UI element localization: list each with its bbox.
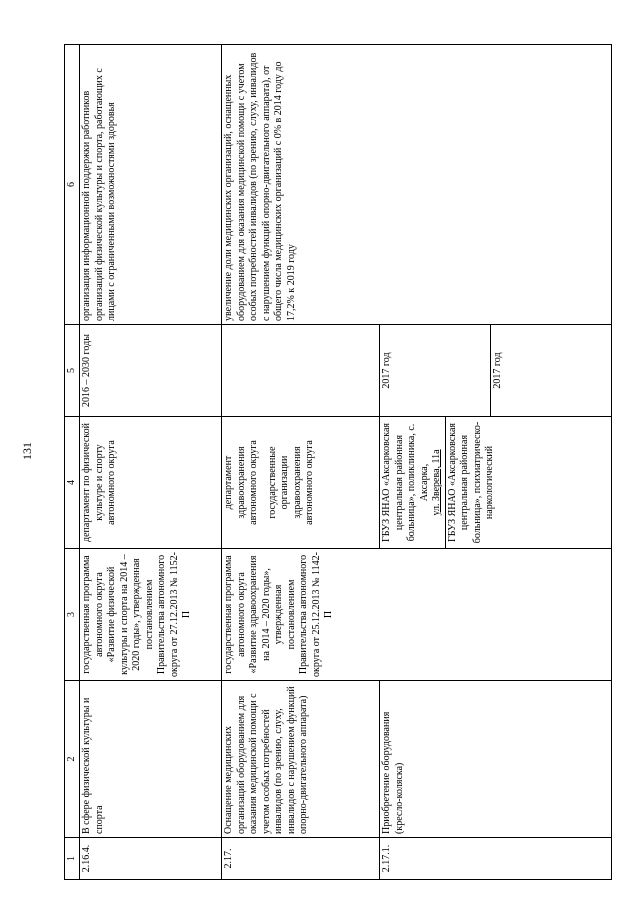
row-number: 2.17. (222, 838, 380, 880)
period-narcology: 2017 год (490, 325, 601, 416)
measure-name: Приобретение оборудования (кресло-коляска) (380, 681, 612, 838)
program-cell: государственная программа автономного округа «Развитие физической культуры и спорта на 2014 – 2020 годы», утвержденная постановлением Правительства автономного округа от 27.12.2013 № 1152-П (80, 549, 222, 681)
executor-cell (380, 417, 612, 549)
table-row (222, 45, 380, 880)
header-col-1: 1 (65, 838, 80, 880)
result-cell: увеличение доли медицинских организаций, оснащенных оборудованием для оказания медицинской помощи с учетом особых потребностей инвалидов (по зрению, слуху, инвалидов с нарушением функций опорно-двигательного аппарата), от общего числа медицинских организаций с 0% в 2014 году до 17,2% к 2019 году (222, 45, 612, 325)
measure-name: В сфере физической культуры и спорта (80, 681, 222, 838)
period-cell (380, 325, 612, 417)
header-row (65, 45, 80, 880)
header-col-3: 3 (65, 549, 80, 681)
period-cell (222, 325, 380, 417)
header-col-6: 6 (65, 45, 80, 325)
result-cell: организация информационной поддержки работников организаций физической культуры и спорта, работающих с лицами с ограниченными возможностями здоровья (80, 45, 222, 325)
executor-cell: департамент по физической культуре и спорту автономного округа (80, 417, 222, 549)
header-col-5: 5 (65, 325, 80, 417)
row-number: 2.16.4. (80, 838, 222, 880)
header-col-2: 2 (65, 681, 80, 838)
page-number: 131 (20, 442, 34, 460)
executor-department: департамент здравоохранения автономного округа (223, 440, 259, 525)
rotated-table-sheet (64, 45, 612, 880)
program-cell: государственная программа автономного округа «Развитие здравоохранения на 2014 – 2020 годы», утвержденная постановлением Правительства автономного округа от 25.12.2013 № 1142-П (222, 549, 612, 681)
measures-table (64, 44, 612, 880)
measure-name: Оснащение медицинских организаций оборудованием для оказания медицинской помощи с учетом особых потребностей инвалидов (по зрению, слуху, инвалидов с нарушением функций опорно-двигательного аппарата) (222, 681, 380, 838)
row-number: 2.17.1. (380, 838, 612, 880)
header-col-4: 4 (65, 417, 80, 549)
table-row (80, 45, 222, 880)
period-cell: 2016 – 2030 годы (80, 325, 222, 417)
executor-narcology: ГБУЗ ЯНАО «Аксарковская центральная районная больница», психиатрическо-наркологический (445, 417, 498, 548)
executor-polyclinic: ГБУЗ ЯНАО «Аксарковская центральная районная больница», поликлиника, с. Аксарка, ул. Зверева, 11а (381, 423, 442, 542)
executor-cell (222, 417, 380, 549)
period-polyclinic: 2017 год (381, 352, 392, 389)
executor-organizations: государственные организации здравоохранения автономного округа (266, 440, 315, 525)
